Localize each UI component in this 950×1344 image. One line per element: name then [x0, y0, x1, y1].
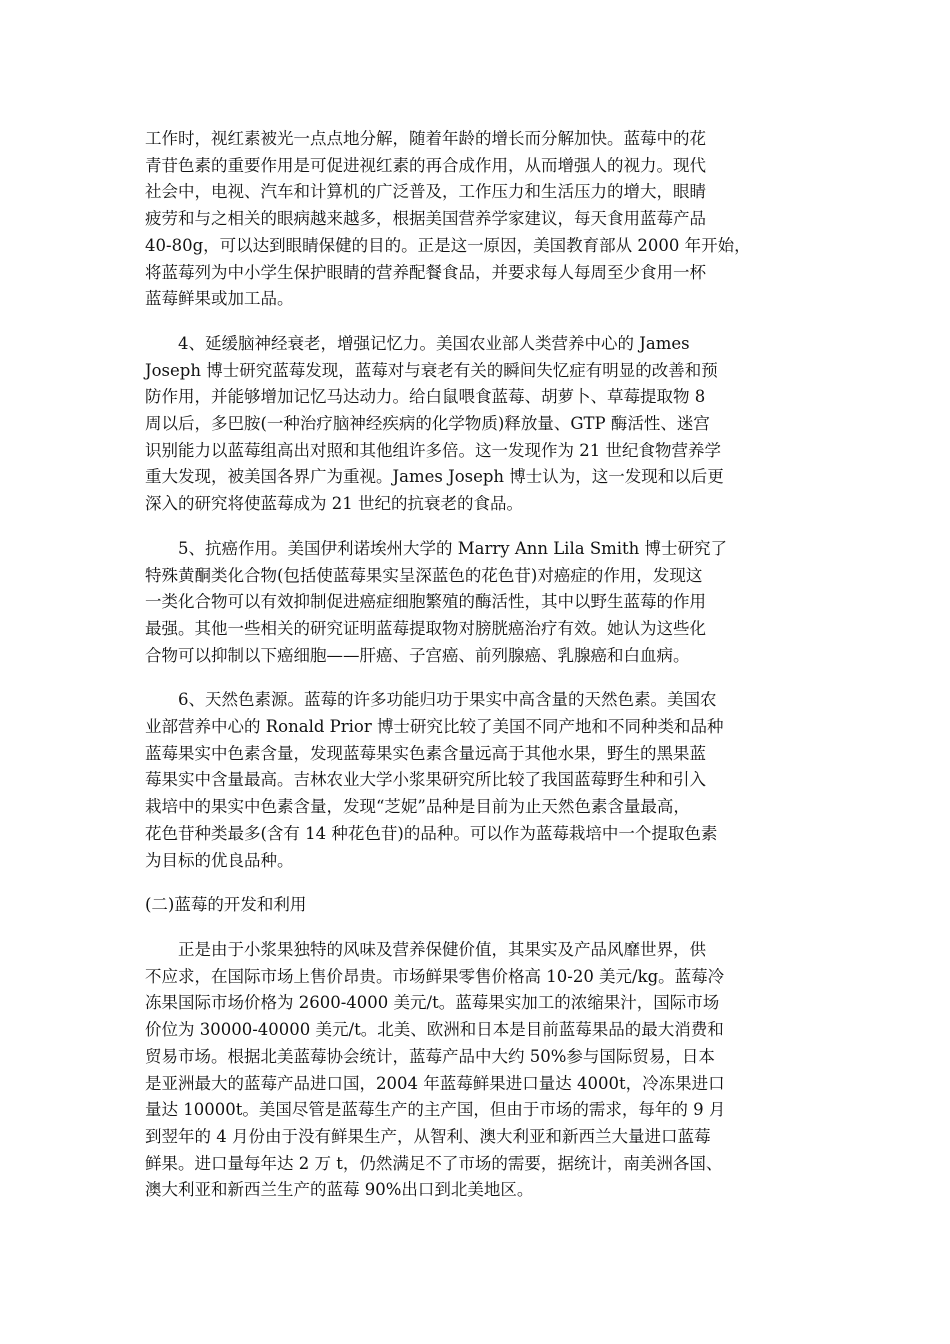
text-line: 疲劳和与之相关的眼病越来越多，根据美国营养学家建议，每天食用蓝莓产品	[145, 209, 706, 229]
text-line: 量达 10000t。美国尽管是蓝莓生产的主产国，但由于市场的需求，每年的 9 月	[145, 1100, 726, 1120]
text-line: 重大发现，被美国各界广为重视。James Joseph 博士认为，这一发现和以后更	[145, 467, 724, 487]
text-line: 莓果实中含量最高。吉林农业大学小浆果研究所比较了我国蓝莓野生种和引入	[145, 770, 706, 790]
text-line: 社会中，电视、汽车和计算机的广泛普及，工作压力和生活压力的增大，眼睛	[145, 182, 706, 202]
text-line: 识别能力以蓝莓组高出对照和其他组许多倍。这一发现作为 21 世纪食物营养学	[145, 440, 721, 460]
text-line: Joseph 博士研究蓝莓发现，蓝莓对与衰老有关的瞬间失忆症有明显的改善和预	[145, 360, 718, 380]
text-line: 工作时，视红素被光一点点地分解，随着年龄的增长而分解加快。蓝莓中的花	[145, 129, 706, 148]
text-line: 花色苷种类最多(含有 14 种花色苷)的品种。可以作为蓝莓栽培中一个提取色素	[145, 823, 718, 843]
text-line: 为目标的优良品种。	[145, 850, 294, 870]
text-line: 最强。其他一些相关的研究证明蓝莓提取物对膀胱癌治疗有效。她认为这些化	[145, 618, 706, 638]
text-line: 一类化合物可以有效抑制促进癌症细胞繁殖的酶活性，其中以野生蓝莓的作用	[145, 592, 706, 612]
text-line: 价位为 30000-40000 美元/t。北美、欧洲和日本是目前蓝莓果品的最大消费和	[145, 1020, 724, 1040]
text-line: 青苷色素的重要作用是可促进视红素的再合成作用，从而增强人的视力。现代	[145, 155, 706, 175]
text-line: 防作用，并能够增加记忆马达动力。给白鼠喂食蓝莓、胡萝卜、草莓提取物 8	[145, 387, 706, 407]
text-line: 澳大利亚和新西兰生产的蓝莓 90%出口到北美地区。	[145, 1180, 534, 1200]
text-line: 鲜果。进口量每年达 2 万 t，仍然满足不了市场的需要，据统计，南美洲各国、	[145, 1153, 723, 1173]
paragraph-anticancer	[145, 536, 805, 670]
text-line: 不应求，在国际市场上售价昂贵。市场鲜果零售价格高 10-20 美元/kg。蓝莓冷	[145, 966, 725, 986]
text-line: 40-80g，可以达到眼睛保健的目的。正是这一原因，美国教育部从 2000 年开始，	[145, 235, 751, 255]
paragraph-eye-health	[145, 126, 805, 313]
text-line: 特殊黄酮类化合物(包括使蓝莓果实呈深蓝色的花色苷)对癌症的作用，发现这	[145, 565, 703, 585]
text-line: 栽培中的果实中色素含量，发现“芝妮”品种是目前为止天然色素含量最高，	[145, 797, 690, 817]
paragraph-memory	[145, 331, 805, 518]
text-line: 6、天然色素源。蓝莓的许多功能归功于果实中高含量的天然色素。美国农	[178, 690, 717, 710]
text-line: 蓝莓鲜果或加工品。	[145, 289, 294, 309]
document-page	[145, 126, 805, 1222]
text-line: 是亚洲最大的蓝莓产品进口国，2004 年蓝莓鲜果进口量达 4000t，冷冻果进口	[145, 1073, 725, 1093]
paragraph-market	[145, 937, 805, 1204]
text-line: 冻果国际市场价格为 2600-4000 美元/t。蓝莓果实加工的浓缩果汁，国际市场	[145, 993, 720, 1013]
text-line: 业部营养中心的 Ronald Prior 博士研究比较了美国不同产地和不同种类和品种	[145, 717, 724, 737]
text-line: 将蓝莓列为中小学生保护眼睛的营养配餐食品，并要求每人每周至少食用一杯	[145, 262, 706, 282]
paragraph-pigment	[145, 687, 805, 874]
text-line: 贸易市场。根据北美蓝莓协会统计，蓝莓产品中大约 50%参与国际贸易，日本	[145, 1046, 715, 1066]
text-line: 蓝莓果实中色素含量，发现蓝莓果实色素含量远高于其他水果，野生的黑果蓝	[145, 743, 706, 763]
text-line: 深入的研究将使蓝莓成为 21 世纪的抗衰老的食品。	[145, 494, 523, 514]
text-line: 4、延缓脑神经衰老，增强记忆力。美国农业部人类营养中心的 James	[178, 333, 690, 353]
text-line: 正是由于小浆果独特的风味及营养保健价值，其果实及产品风靡世界，供	[178, 939, 706, 959]
section-heading: (二)蓝莓的开发和利用	[145, 895, 307, 915]
text-line: 到翌年的 4 月份由于没有鲜果生产，从智利、澳大利亚和新西兰大量进口蓝莓	[145, 1126, 711, 1146]
text-line: 合物可以抑制以下癌细胞——肝癌、子宫癌、前列腺癌、乳腺癌和白血病。	[145, 645, 690, 665]
text-line: 周以后，多巴胺(一种治疗脑神经疾病的化学物质)释放量、GTP 酶活性、迷宫	[145, 414, 710, 434]
text-line: 5、抗癌作用。美国伊利诺埃州大学的 Marry Ann Lila Smith 博士研究了	[178, 538, 728, 558]
